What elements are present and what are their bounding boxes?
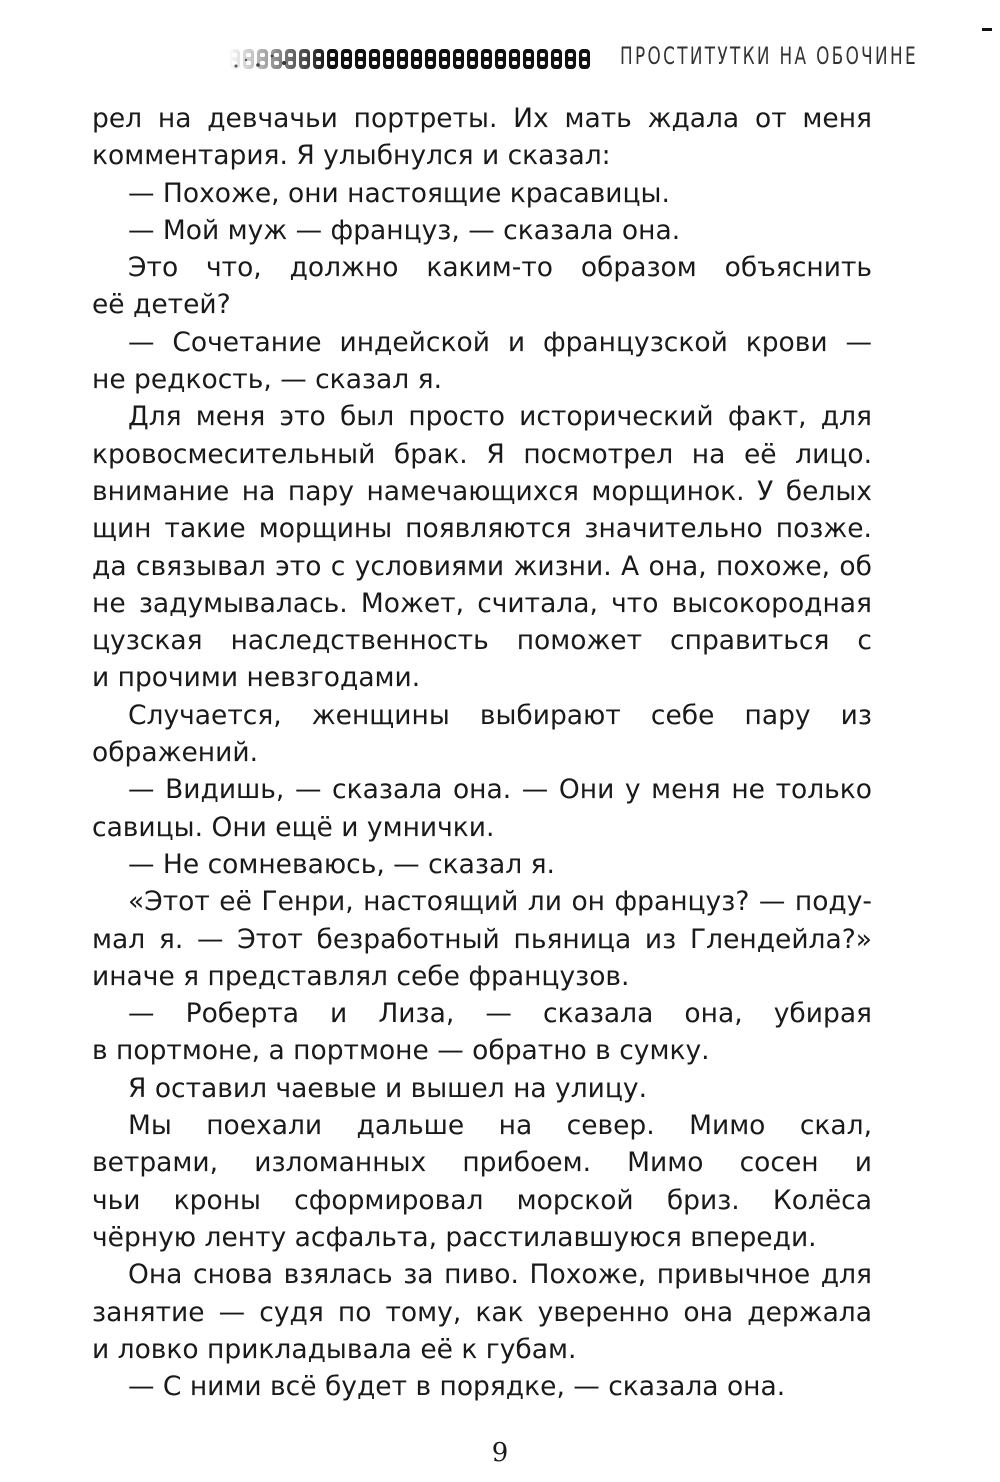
text-line: — Видишь, — сказала она. — Они у меня не только [128, 774, 872, 806]
text-line: в портмоне, а портмоне — обратно в сумку. [92, 1035, 710, 1067]
text-line: Мы поехали дальше на север. Мимо скал, [128, 1110, 872, 1142]
text-line: рел на девчачьи портреты. Их мать ждала от меня [92, 103, 872, 134]
text-line: чьи кроны сформировал морской бриз. Колёса [92, 1184, 872, 1216]
text-line: ветрами, изломанных прибоем. Мимо сосен и [92, 1147, 872, 1179]
text-line: Это что, должно каким-то образом объяснить [128, 252, 872, 284]
text-line: — Роберта и Лиза, — сказала она, убирая [128, 998, 872, 1030]
text-line: комментария. Я улыбнулся и сказал: [92, 140, 611, 172]
text-line: и прочими невзгодами. [92, 662, 421, 694]
decorative-border-icon [228, 46, 590, 72]
text-line: савицы. Они ещё и умнички. [92, 811, 495, 843]
text-line: — Сочетание индейской и французской крови — [128, 326, 872, 358]
scan-edge-mark [982, 28, 992, 31]
text-line: щин такие морщины появляются значительно позже. [92, 513, 872, 545]
text-line: кровосмесительный брак. Я посмотрел на её лицо. [92, 438, 872, 470]
text-line: — Не сомневаюсь, — сказал я. [128, 848, 555, 880]
text-line: иначе я представлял себе французов. [92, 960, 630, 992]
text-line: — Мой муж — француз, — сказала она. [128, 214, 681, 246]
text-line: — Похоже, они настоящие красавицы. [128, 177, 670, 209]
text-line: ображений. [92, 737, 258, 769]
text-line: не задумывалась. Может, считала, что высокородная [92, 587, 872, 619]
page-number: 9 [491, 1438, 509, 1468]
text-line: Случается, женщины выбирают себе пару из [128, 699, 872, 731]
text-line: не редкость, — сказал я. [92, 364, 442, 396]
text-line: мал я. — Этот безработный пьяница из Глендейла?» [92, 923, 872, 955]
text-line: «Этот её Генри, настоящий ли он француз? — поду- [128, 886, 872, 918]
text-line: да связывал это с условиями жизни. А она, похоже, об [92, 550, 872, 582]
running-title: ПРОСТИТУТКИ НА ОБОЧИНЕ [620, 42, 918, 70]
text-line: Я оставил чаевые и вышел на улицу. [128, 1072, 648, 1104]
text-line: внимание на пару намечающихся морщинок. У белых [92, 475, 872, 507]
text-line: Для меня это был просто исторический факт, для [128, 401, 872, 433]
text-line: цузская наследственность поможет справиться с [92, 625, 872, 657]
text-line: — С ними всё будет в порядке, — сказала она. [128, 1371, 786, 1403]
text-line: и ловко прикладывала её к губам. [92, 1333, 577, 1365]
body-text [92, 100, 872, 1405]
text-line: занятие — судя по тому, как уверенно она держала [92, 1296, 872, 1328]
text-line: её детей? [92, 289, 231, 321]
running-header [228, 40, 918, 80]
text-line: Она снова взялась за пиво. Похоже, привычное для [128, 1259, 872, 1291]
text-line: чёрную ленту асфальта, расстилавшуюся впереди. [92, 1221, 817, 1253]
